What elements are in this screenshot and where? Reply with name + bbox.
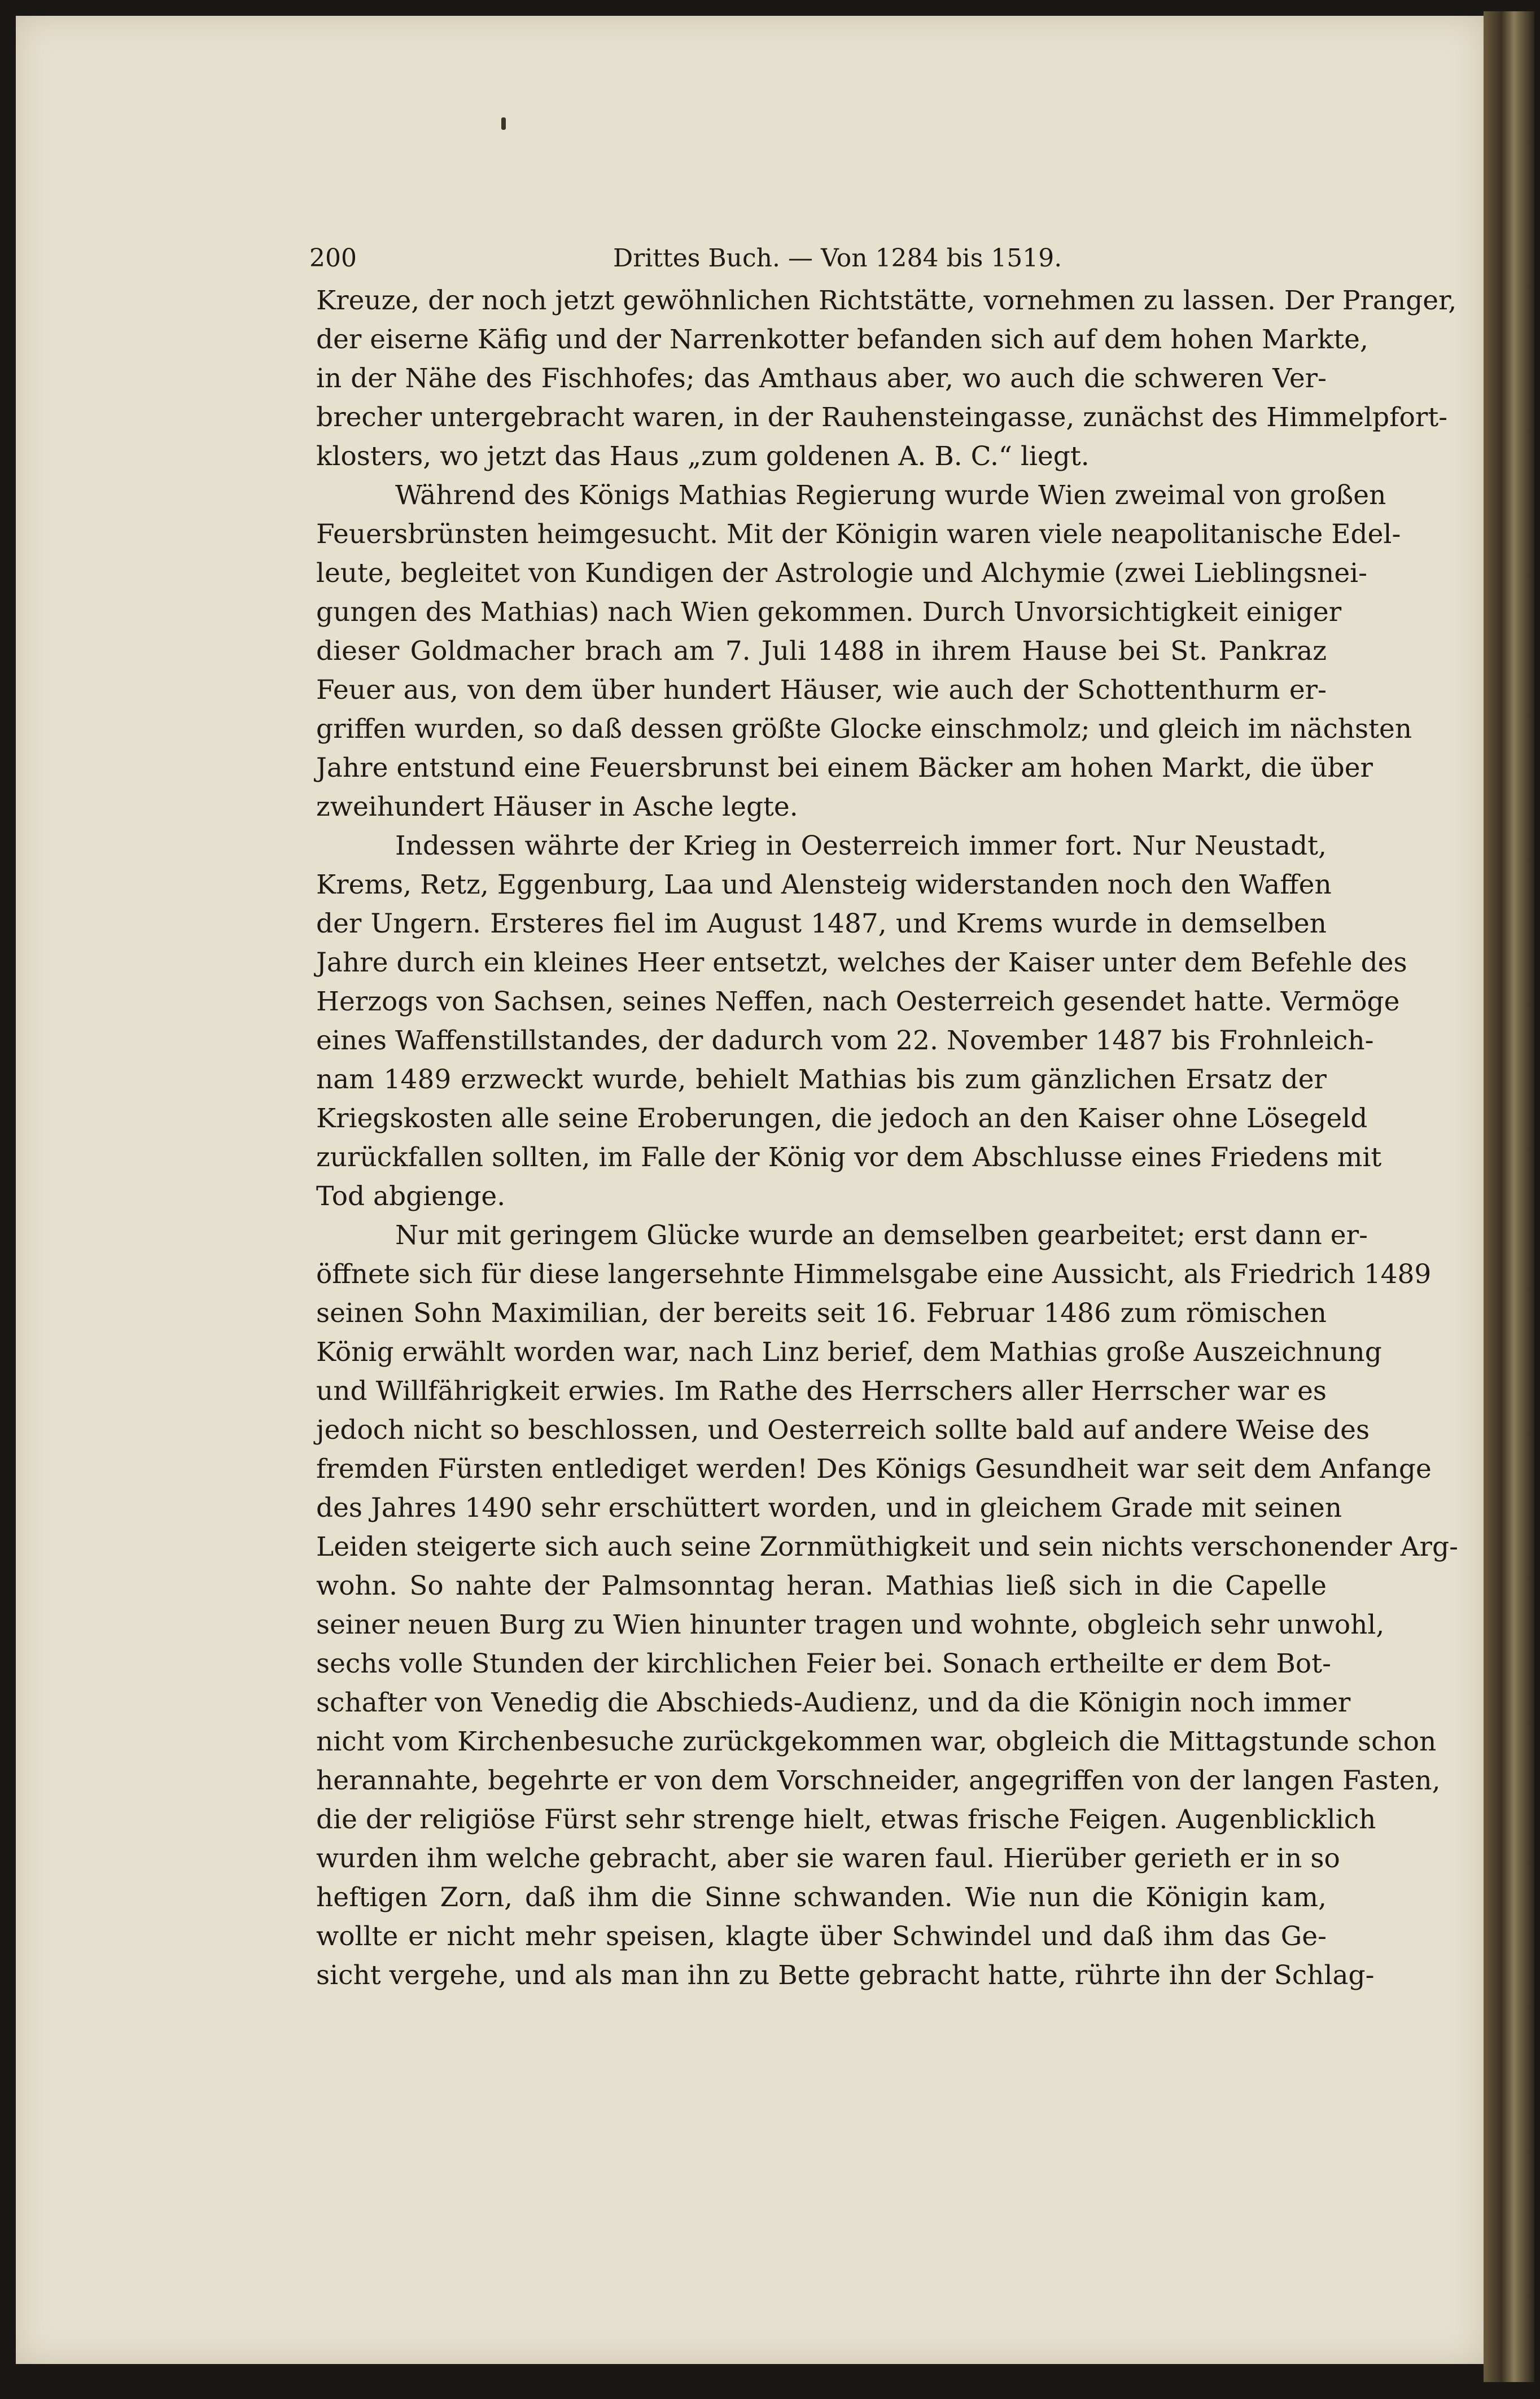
text-line: jedoch nicht so beschlossen, und Oesterreich sollte bald auf andere Weise des <box>316 1415 1370 1446</box>
text-line: Nur mit geringem Glücke wurde an demselben gearbeitet; erst dann er- <box>395 1220 1368 1251</box>
text-line: Herzogs von Sachsen, seines Neffen, nach Oesterreich gesendet hatte. Vermöge <box>316 986 1400 1017</box>
paragraph <box>316 281 1457 476</box>
text-line: Krems, Retz, Eggenburg, Laa und Alensteig widerstanden noch den Waffen <box>316 869 1332 900</box>
page-number: 200 <box>309 244 357 273</box>
text-line: herannahte, begehrte er von dem Vorschneider, angegriffen von der langen Fasten, <box>316 1765 1441 1796</box>
text-line: wollte er nicht mehr speisen, klagte über Schwindel und daß ihm das Ge- <box>316 1921 1327 1952</box>
text-line: leute, begleitet von Kundigen der Astrologie und Alchymie (zwei Lieblingsnei- <box>316 558 1368 589</box>
text-line: seiner neuen Burg zu Wien hinunter tragen und wohnte, obgleich sehr unwohl, <box>316 1609 1385 1640</box>
text-line: Feuer aus, von dem über hundert Häuser, wie auch der Schottenthurm er- <box>316 675 1327 706</box>
text-line: Feuersbrünsten heimgesucht. Mit der Königin waren viele neapolitanische Edel- <box>316 519 1401 550</box>
text-line: wurden ihm welche gebracht, aber sie waren faul. Hierüber gerieth er in so <box>316 1843 1340 1874</box>
body-text <box>316 281 1458 1995</box>
text-line: der Ungern. Ersteres fiel im August 1487, und Krems wurde in demselben <box>316 908 1327 939</box>
text-line: Kreuze, der noch jetzt gewöhnlichen Richtstätte, vornehmen zu lassen. Der Pranger, <box>316 285 1457 316</box>
text-line: heftigen Zorn, daß ihm die Sinne schwanden. Wie nun die Königin kam, <box>316 1882 1327 1913</box>
text-line: Jahre entstund eine Feuersbrunst bei einem Bäcker am hohen Markt, die über <box>316 752 1373 783</box>
ink-spot <box>501 117 506 130</box>
paragraph <box>316 826 1407 1216</box>
text-line: Während des Königs Mathias Regierung wurde Wien zweimal von großen <box>395 480 1386 511</box>
paragraph <box>316 1216 1458 1995</box>
text-line: nam 1489 erzweckt wurde, behielt Mathias bis zum gänzlichen Ersatz der <box>316 1064 1327 1095</box>
text-line: sechs volle Stunden der kirchlichen Feier bei. Sonach ertheilte er dem Bot- <box>316 1648 1331 1679</box>
text-line: Kriegskosten alle seine Eroberungen, die jedoch an den Kaiser ohne Lösegeld <box>316 1103 1368 1134</box>
text-line: griffen wurden, so daß dessen größte Glocke einschmolz; und gleich im nächsten <box>316 713 1412 745</box>
text-line: nicht vom Kirchenbesuche zurückgekommen war, obgleich die Mittagstunde schon <box>316 1726 1437 1757</box>
text-line: zurückfallen sollten, im Falle der König vor dem Abschlusse eines Friedens mit <box>316 1142 1382 1173</box>
text-line: und Willfährigkeit erwies. Im Rathe des Herrschers aller Herrscher war es <box>316 1376 1327 1407</box>
text-line: König erwählt worden war, nach Linz berief, dem Mathias große Auszeichnung <box>316 1337 1382 1368</box>
text-line: in der Nähe des Fischhofes; das Amthaus aber, wo auch die schweren Ver- <box>316 363 1327 394</box>
text-line: gungen des Mathias) nach Wien gekommen. Durch Unvorsichtigkeit einiger <box>316 597 1342 628</box>
text-line: eines Waffenstillstandes, der dadurch vom 22. November 1487 bis Frohnleich- <box>316 1025 1374 1056</box>
text-line: Jahre durch ein kleines Heer entsetzt, welches der Kaiser unter dem Befehle des <box>316 947 1407 978</box>
text-line: öffnete sich für diese langersehnte Himmelsgabe eine Aussicht, als Friedrich 1489 <box>316 1259 1432 1290</box>
adjacent-page-edge <box>1484 11 1534 2382</box>
text-line: fremden Fürsten entlediget werden! Des Königs Gesundheit war seit dem Anfange <box>316 1454 1432 1485</box>
text-line: Tod abgienge. <box>316 1181 506 1212</box>
text-line: Leiden steigerte sich auch seine Zornmüthigkeit und sein nichts verschonender Arg- <box>316 1531 1458 1562</box>
paragraph <box>316 476 1412 826</box>
text-line: sicht vergehe, und als man ihn zu Bette gebracht hatte, rührte ihn der Schlag- <box>316 1960 1375 1991</box>
text-line: Indessen währte der Krieg in Oesterreich immer fort. Nur Neustadt, <box>395 830 1327 861</box>
text-line: klosters, wo jetzt das Haus „zum goldenen A. B. C.“ liegt. <box>316 441 1090 472</box>
running-title: Drittes Buch. — Von 1284 bis 1519. <box>613 244 1062 273</box>
text-line: schafter von Venedig die Abschieds-Audienz, und da die Königin noch immer <box>316 1687 1351 1718</box>
text-line: seinen Sohn Maximilian, der bereits seit 16. Februar 1486 zum römischen <box>316 1298 1327 1329</box>
text-line: der eiserne Käfig und der Narrenkotter befanden sich auf dem hohen Markte, <box>316 324 1368 355</box>
text-line: wohn. So nahte der Palmsonntag heran. Mathias ließ sich in die Capelle <box>316 1570 1327 1601</box>
running-head <box>309 244 1325 278</box>
text-line: des Jahres 1490 sehr erschüttert worden, und in gleichem Grade mit seinen <box>316 1492 1342 1524</box>
text-line: brecher untergebracht waren, in der Rauhensteingasse, zunächst des Himmelpfort- <box>316 402 1448 433</box>
text-line: zweihundert Häuser in Asche legte. <box>316 791 798 822</box>
text-line: dieser Goldmacher brach am 7. Juli 1488 in ihrem Hause bei St. Pankraz <box>316 636 1327 667</box>
text-line: die der religiöse Fürst sehr strenge hielt, etwas frische Feigen. Augenblicklich <box>316 1804 1376 1835</box>
